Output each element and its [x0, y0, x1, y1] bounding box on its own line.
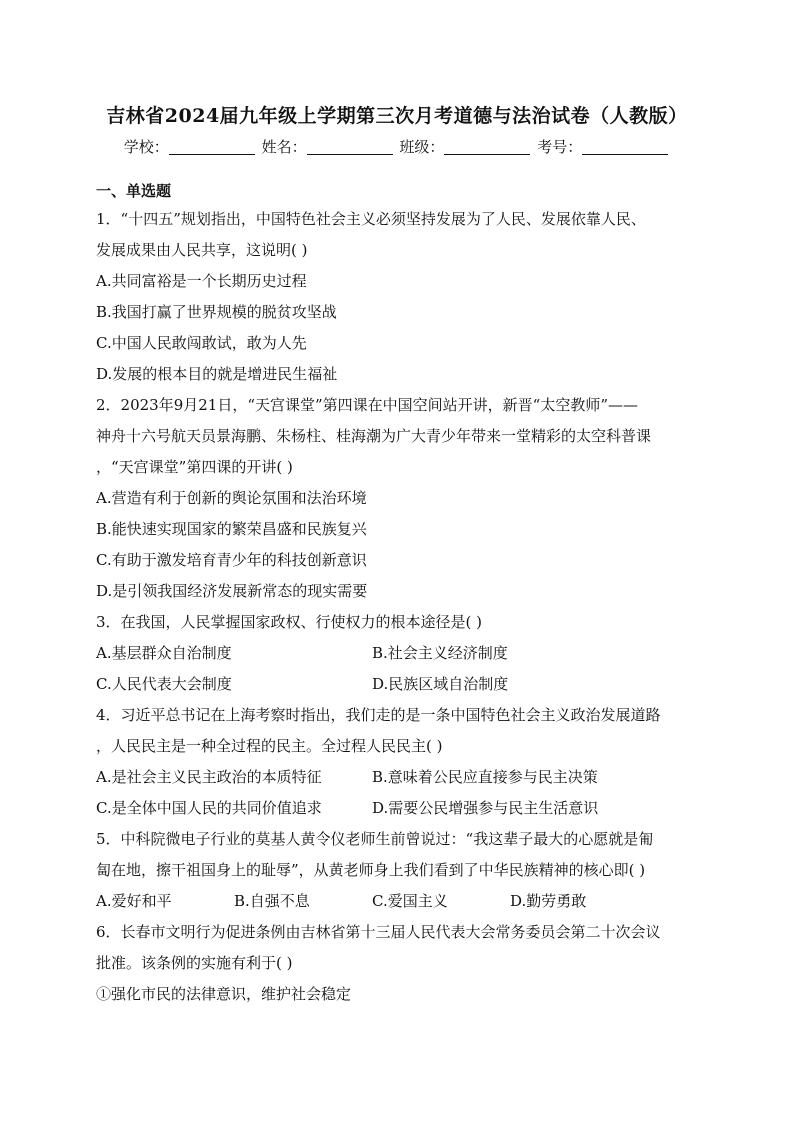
q5-option-c: C.爱国主义 — [372, 892, 448, 910]
q4-option-b: B.意味着公民应直接参与民主决策 — [372, 768, 598, 786]
q2-stem-line2: 神舟十六号航天员景海鹏、朱杨柱、桂海潮为广大青少年带来一堂精彩的太空科普课 — [96, 427, 652, 445]
q1-option-b: B.我国打赢了世界规模的脱贫攻坚战 — [96, 303, 337, 321]
q5-stem-line1: 5．中科院微电子行业的莫基人黄令仪老师生前曾说过：“我这辈子最大的心愿就是匍 — [96, 830, 654, 848]
q5-option-b: B.自强不息 — [234, 892, 310, 910]
q2-option-d: D.是引领我国经济发展新常态的现实需要 — [96, 582, 368, 600]
q3-option-b: B.社会主义经济制度 — [372, 644, 508, 662]
q5-stem-line2: 匐在地，擦干祖国身上的耻辱”，从黄老师身上我们看到了中华民族精神的核心即( ) — [96, 861, 646, 879]
q3-option-d: D.民族区域自治制度 — [372, 675, 509, 693]
q3-option-a: A.基层群众自治制度 — [96, 644, 232, 662]
school-blank[interactable] — [169, 139, 255, 155]
q4-option-a: A.是社会主义民主政治的本质特征 — [96, 768, 322, 786]
q3-option-c: C.人民代表大会制度 — [96, 675, 232, 693]
q2-option-a: A.营造有利于创新的舆论氛围和法治环境 — [96, 489, 367, 507]
section-heading: 一、单选题 — [96, 182, 172, 200]
q1-option-a: A.共同富裕是一个长期历史过程 — [96, 272, 307, 290]
q1-option-c: C.中国人民敢闯敢试，敢为人先 — [96, 334, 307, 352]
q5-option-d: D.勤劳勇敢 — [510, 892, 587, 910]
q6-stem-line2: 批准。该条例的实施有利于( ) — [96, 954, 293, 972]
exam-title: 吉林省2024届九年级上学期第三次月考道德与法治试卷（人教版） — [106, 105, 688, 127]
q1-stem-line1: 1．“十四五”规划指出，中国特色社会主义必须坚持发展为了人民、发展依靠人民、 — [96, 210, 646, 228]
school-label: 学校： — [123, 138, 169, 156]
q3-stem-line1: 3．在我国，人民掌握国家政权、行使权力的根本途径是( ) — [96, 613, 483, 631]
number-blank[interactable] — [582, 139, 668, 155]
name-blank[interactable] — [307, 139, 393, 155]
q4-stem-line2: ，人民民主是一种全过程的民主。全过程人民民主( ) — [96, 737, 443, 755]
q4-option-d: D.需要公民增强参与民主生活意识 — [372, 799, 599, 817]
q2-stem-line1: 2．2023年9月21日，“天宫课堂”第四课在中国空间站开讲，新晋“太空教师”—— — [96, 396, 639, 414]
q1-stem-line2: 发展成果由人民共享，这说明( ) — [96, 241, 308, 259]
q1-option-d: D.发展的根本目的就是增进民生福祉 — [96, 365, 338, 383]
q6-item-1: ①强化市民的法律意识，维护社会稳定 — [96, 985, 352, 1003]
q2-option-c: C.有助于激发培育青少年的科技创新意识 — [96, 551, 367, 569]
student-info-row — [0, 136, 794, 157]
name-label: 姓名： — [261, 138, 307, 156]
q2-option-b: B.能快速实现国家的繁荣昌盛和民族复兴 — [96, 520, 367, 538]
class-label: 班级： — [399, 138, 445, 156]
q4-stem-line1: 4．习近平总书记在上海考察时指出，我们走的是一条中国特色社会主义政治发展道路 — [96, 706, 661, 724]
q4-option-c: C.是全体中国人民的共同价值追求 — [96, 799, 322, 817]
q2-stem-line3: ，“天宫课堂”第四课的开讲( ) — [96, 458, 293, 476]
q5-option-a: A.爱好和平 — [96, 892, 172, 910]
class-blank[interactable] — [444, 139, 530, 155]
q6-stem-line1: 6．长春市文明行为促进条例由吉林省第十三届人民代表大会常务委员会第二十次会议 — [96, 923, 661, 941]
number-label: 考号： — [537, 138, 583, 156]
